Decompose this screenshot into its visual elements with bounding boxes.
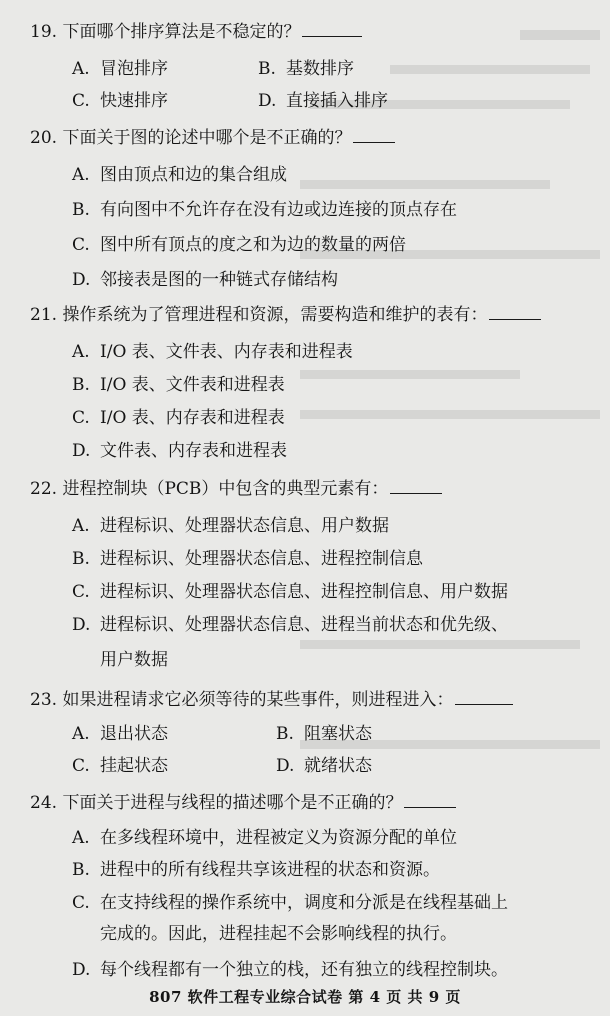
option-text: 挂起状态 xyxy=(100,756,168,776)
option-d: D. 就绪状态 xyxy=(276,756,372,776)
option-text: 直接插入排序 xyxy=(286,91,388,111)
option-text: 阻塞状态 xyxy=(304,724,372,744)
question-text: 如果进程请求它必须等待的某些事件，则进程进入： xyxy=(62,690,454,710)
answer-blank xyxy=(353,128,395,143)
option-c: C. 在支持线程的操作系统中，调度和分派是在线程基础上 xyxy=(72,893,508,913)
option-a: A. 图由顶点和边的集合组成 xyxy=(72,165,287,185)
page-footer: 807 软件工程专业综合试卷 第 4 页 共 9 页 xyxy=(149,988,461,1006)
option-text: I/O 表、文件表和进程表 xyxy=(100,375,285,395)
option-text: 在多线程环境中，进程被定义为资源分配的单位 xyxy=(100,828,457,848)
option-text: I/O 表、文件表、内存表和进程表 xyxy=(100,342,353,362)
option-c: C. 挂起状态 xyxy=(72,756,168,776)
question-20 xyxy=(30,126,600,150)
option-d: D. 文件表、内存表和进程表 xyxy=(72,441,287,461)
option-d-continued xyxy=(100,648,168,672)
question-24 xyxy=(30,791,600,815)
question-19 xyxy=(30,20,600,44)
question-text: 下面哪个排序算法是不稳定的？ xyxy=(62,22,301,42)
option-text: 退出状态 xyxy=(100,724,168,744)
option-c-continued xyxy=(100,922,457,946)
option-a: A. 进程标识、处理器状态信息、用户数据 xyxy=(72,516,389,536)
option-text: 快速排序 xyxy=(100,91,168,111)
option-text: 冒泡排序 xyxy=(100,59,168,79)
question-number: 23. xyxy=(30,690,58,710)
option-text: 每个线程都有一个独立的栈，还有独立的线程控制块。 xyxy=(100,960,508,980)
option-b: B. 阻塞状态 xyxy=(276,724,372,744)
question-number: 21. xyxy=(30,305,58,325)
option-text: 进程标识、处理器状态信息、进程当前状态和优先级、 xyxy=(100,615,508,635)
option-c: C. 图中所有顶点的度之和为边的数量的两倍 xyxy=(72,235,406,255)
question-number: 22. xyxy=(30,479,58,499)
option-text: 进程中的所有线程共享该进程的状态和资源。 xyxy=(100,860,440,880)
question-text: 进程控制块（PCB）中包含的典型元素有： xyxy=(62,479,389,499)
question-21 xyxy=(30,303,600,327)
option-b: B. 进程标识、处理器状态信息、进程控制信息 xyxy=(72,549,423,569)
option-a: A. I/O 表、文件表、内存表和进程表 xyxy=(72,342,353,362)
option-text: I/O 表、内存表和进程表 xyxy=(100,408,285,428)
question-number: 20. xyxy=(30,128,58,148)
option-d: D. 进程标识、处理器状态信息、进程当前状态和优先级、 xyxy=(72,615,508,635)
option-text: 用户数据 xyxy=(100,650,168,670)
question-text: 操作系统为了管理进程和资源，需要构造和维护的表有： xyxy=(62,305,488,325)
option-text: 就绪状态 xyxy=(304,756,372,776)
option-d: D. 每个线程都有一个独立的栈，还有独立的线程控制块。 xyxy=(72,960,508,980)
answer-blank xyxy=(404,793,456,808)
option-a: A. 退出状态 xyxy=(72,724,168,744)
question-text: 下面关于进程与线程的描述哪个是不正确的？ xyxy=(62,793,403,813)
option-d: D. 直接插入排序 xyxy=(258,91,388,111)
question-23 xyxy=(30,688,600,712)
question-22 xyxy=(30,477,600,501)
option-c: C. 快速排序 xyxy=(72,91,168,111)
question-number: 19. xyxy=(30,22,58,42)
option-text: 在支持线程的操作系统中，调度和分派是在线程基础上 xyxy=(100,893,508,913)
option-a: A. 在多线程环境中，进程被定义为资源分配的单位 xyxy=(72,828,457,848)
option-b: B. 有向图中不允许存在没有边或边连接的顶点存在 xyxy=(72,200,457,220)
option-text: 进程标识、处理器状态信息、进程控制信息 xyxy=(100,549,423,569)
question-number: 24. xyxy=(30,793,58,813)
option-text: 邻接表是图的一种链式存储结构 xyxy=(100,270,338,290)
option-text: 进程标识、处理器状态信息、进程控制信息、用户数据 xyxy=(100,582,508,602)
option-c: C. I/O 表、内存表和进程表 xyxy=(72,408,285,428)
option-c: C. 进程标识、处理器状态信息、进程控制信息、用户数据 xyxy=(72,582,508,602)
option-b: B. 进程中的所有线程共享该进程的状态和资源。 xyxy=(72,860,440,880)
option-text: 图中所有顶点的度之和为边的数量的两倍 xyxy=(100,235,406,255)
option-b: B. I/O 表、文件表和进程表 xyxy=(72,375,285,395)
answer-blank xyxy=(302,22,362,37)
option-a: A. 冒泡排序 xyxy=(72,59,168,79)
option-text: 基数排序 xyxy=(286,59,354,79)
option-text: 文件表、内存表和进程表 xyxy=(100,441,287,461)
option-d: D. 邻接表是图的一种链式存储结构 xyxy=(72,270,338,290)
option-b: B. 基数排序 xyxy=(258,59,354,79)
answer-blank xyxy=(489,305,541,320)
option-text: 完成的。因此，进程挂起不会影响线程的执行。 xyxy=(100,924,457,944)
question-text: 下面关于图的论述中哪个是不正确的？ xyxy=(62,128,352,148)
option-text: 有向图中不允许存在没有边或边连接的顶点存在 xyxy=(100,200,457,220)
answer-blank xyxy=(390,479,442,494)
option-text: 进程标识、处理器状态信息、用户数据 xyxy=(100,516,389,536)
option-text: 图由顶点和边的集合组成 xyxy=(100,165,287,185)
answer-blank xyxy=(455,690,513,705)
